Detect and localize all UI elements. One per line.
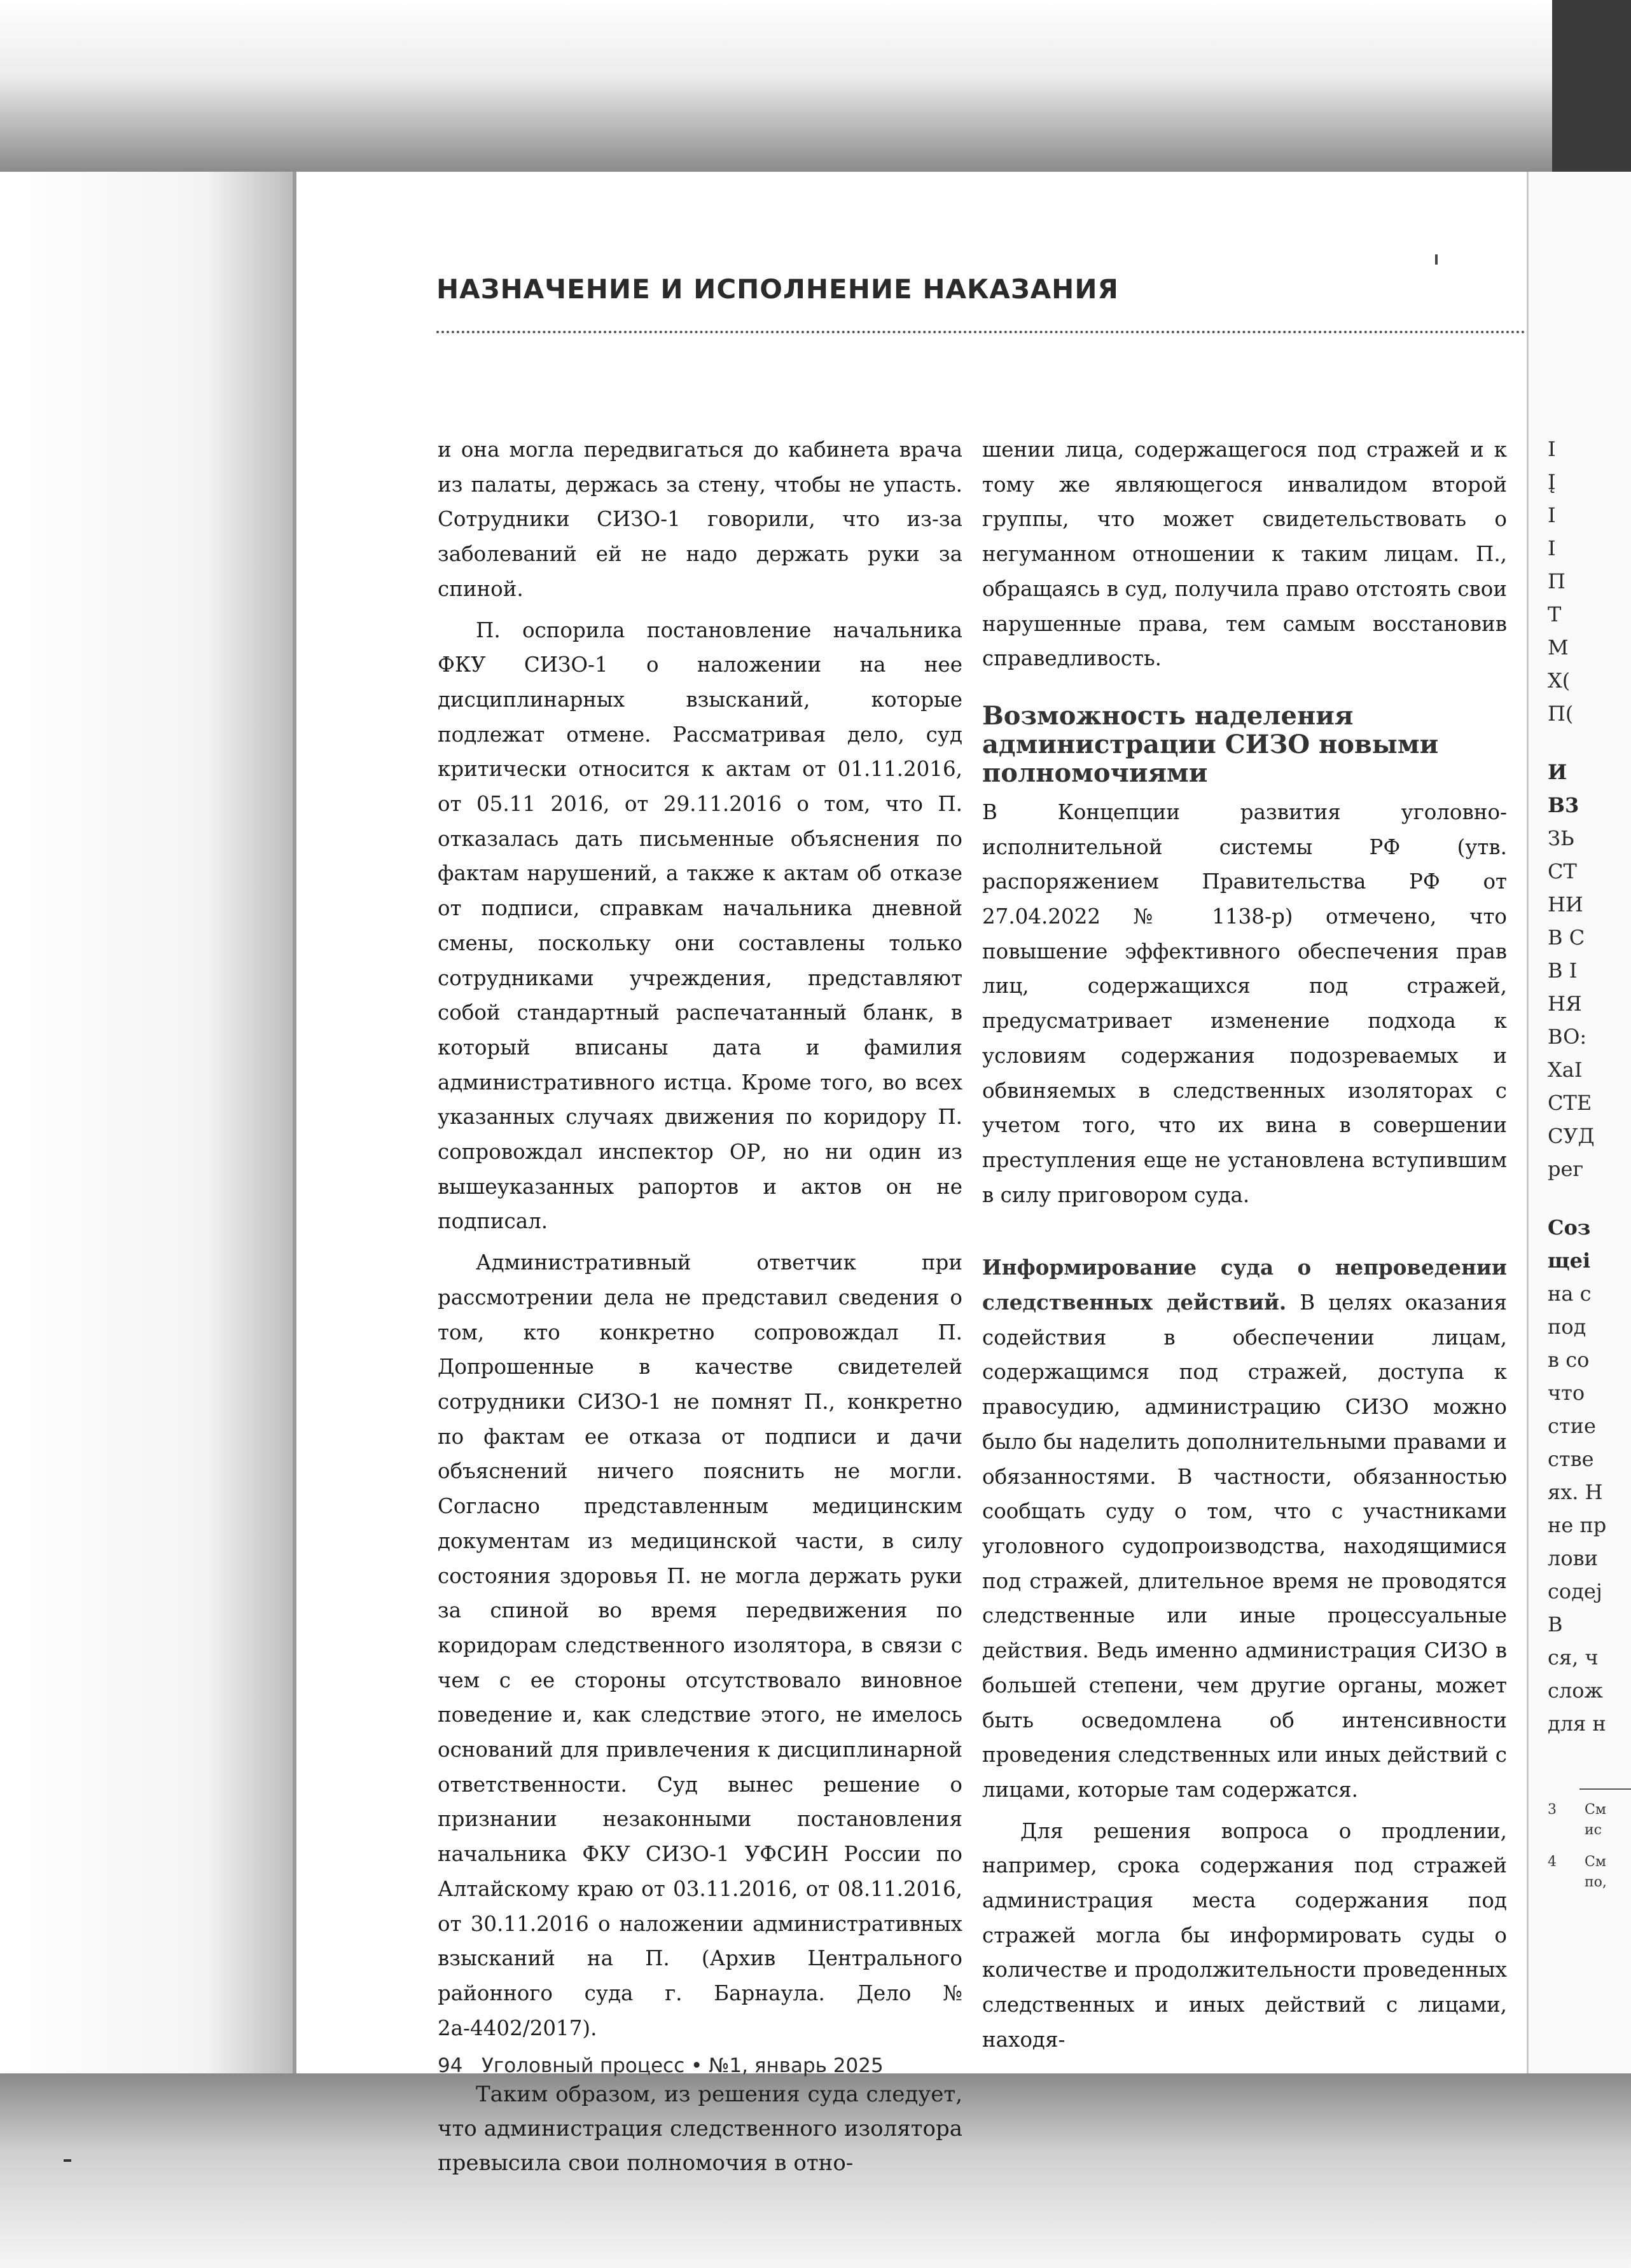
text-fragment: П( xyxy=(1548,702,1574,726)
paragraph: шении лица, содержащегося под стражей и к тому же являющегося инвалидом второй группы, что может свидетельствовать о негуманном отношении к таким лицам. П., обращаясь в суд, получила право отстоять свои нарушенные права, тем самым восстановив справедливость. xyxy=(982,438,1507,671)
text-fragment: ХаІ xyxy=(1548,1058,1583,1082)
scan-shadow-top xyxy=(0,0,1631,172)
paragraph: и она могла передвигаться до кабинета врача из палаты, держась за стену, чтобы не упасть. Сотрудники СИЗО-1 говорили, что из-за заболеваний ей не надо держать руки за спиной. xyxy=(438,438,962,601)
text-fragment: Coз xyxy=(1548,1215,1591,1240)
text-fragment: СУД xyxy=(1548,1124,1595,1148)
footnote-text: ис xyxy=(1585,1822,1602,1838)
adjacent-page-edge xyxy=(1527,172,1631,2073)
scan-artifact xyxy=(64,2159,71,2162)
text-fragment: что xyxy=(1548,1381,1585,1405)
text-fragment: Π xyxy=(1548,569,1565,593)
subheading: Возможность наделения администрации СИЗО новыми полномочиями xyxy=(982,700,1439,788)
text-fragment: M xyxy=(1548,635,1569,660)
text-fragment: лови xyxy=(1548,1546,1598,1570)
footnote-text: См xyxy=(1585,1802,1606,1818)
journal-name: Уголовный процесс • №1, январь 2025 xyxy=(482,2054,884,2077)
scan-shadow-corner xyxy=(1552,0,1631,172)
section-title: НАЗНАЧЕНИЕ И ИСПОЛНЕНИЕ НАКАЗАНИЯ xyxy=(436,273,1119,305)
text-fragment: на с xyxy=(1548,1282,1592,1306)
paragraph-body: В целях оказания содействия в обеспечении лицам, содержащимся под стражей, доступа к правосудию, администрацию СИЗО можно было бы наделить дополнительными правами и обязанностями. В частности, обязанностью сообщать суду о том, что с участниками уголовного судопроизводства, находящимися под стражей, длительное время не проводятся следственные или иные процессуальные действия. Ведь именно администрация СИЗО в большей степени, чем другие органы, может быть осведомлена об интенсивности проведения следственных или иных действий с лицами, которые там содержатся. xyxy=(982,1290,1507,1802)
text-fragment: под xyxy=(1548,1315,1586,1339)
journal-page xyxy=(293,172,1530,2176)
paragraph-lead: Информирование суда о непроведении следственных действий. xyxy=(982,1255,1507,1315)
text-fragment: Т xyxy=(1548,602,1562,626)
footnote-rule xyxy=(1579,1788,1631,1790)
text-fragment: I xyxy=(1548,437,1556,461)
scan-artifact xyxy=(1435,254,1438,265)
text-fragment: В І xyxy=(1548,958,1578,983)
middle-column xyxy=(982,432,1507,2057)
text-fragment: В xyxy=(1548,1612,1563,1636)
adjacent-page-footnotes xyxy=(1548,1800,1630,1904)
paragraph xyxy=(982,1250,1507,1807)
text-fragment: В3 xyxy=(1548,793,1579,817)
paragraph: Для решения вопроса о продлении, например, срока содержания под стражей администрация места содержания под стражей могла бы информировать суды о количестве и продолжительности проведенных следственных и иных действий с лицами, находя- xyxy=(982,1818,1507,2052)
text-fragment: СТЕ xyxy=(1548,1091,1592,1115)
dotted-rule xyxy=(436,331,1530,333)
text-fragment: I xyxy=(1548,536,1556,560)
text-fragment: рег xyxy=(1548,1157,1584,1181)
text-fragment: BO: xyxy=(1548,1025,1587,1049)
text-fragment: I xyxy=(1548,503,1556,527)
text-fragment: стие xyxy=(1548,1414,1596,1438)
scan-shadow-left xyxy=(0,172,293,2073)
footnote-text: См xyxy=(1585,1854,1606,1870)
text-fragment: ся, ч xyxy=(1548,1645,1599,1670)
text-fragment: стве xyxy=(1548,1447,1594,1471)
footnote xyxy=(1548,1852,1630,1872)
text-fragment: НИ xyxy=(1548,892,1583,916)
page-number: 94 xyxy=(438,2054,463,2077)
footnote xyxy=(1548,1800,1630,1820)
text-fragment: ях. Н xyxy=(1548,1480,1603,1504)
text-fragment: ЗЬ xyxy=(1548,826,1574,850)
paragraph: Административный ответчик при рассмотрении дела не представил сведения о том, кто конкретно сопровождал П. Допрошенные в качестве свидетелей сотрудники СИЗО-1 не помнят П., конкретно по фактам ее отказа от подписи и дачи объяснений ничего пояснить не могли. Согласно представленным медицинским документам из медицинской части, в силу состояния здоровья П. не могла держать руки за спиной во время передвижения по коридорам следственного изолятора, в связи с чем с ее стороны отсутствовало виновное поведение и, как следствие этого, не имелось оснований для привлечения к дисциплинарной ответственности. Суд вынес решение о признании незаконными постановления начальника ФКУ СИЗО-1 УФСИН России по Алтайскому краю от 03.11.2016, от 08.11.2016, от 30.11.2016 о наложении административных взысканий на П. (Архив Центрального районного суда г. Барнаула. Дело № 2а-4402/2017). xyxy=(438,1250,962,2040)
text-fragment: В С xyxy=(1548,925,1585,950)
text-fragment: для н xyxy=(1548,1711,1606,1736)
text-fragment: И xyxy=(1548,760,1567,784)
footnote-number: 4 xyxy=(1548,1854,1557,1870)
left-column xyxy=(438,432,962,2180)
text-fragment: содеј xyxy=(1548,1579,1602,1603)
text-fragment: слож xyxy=(1548,1678,1603,1703)
text-fragment: НЯ xyxy=(1548,992,1582,1016)
text-fragment: Į xyxy=(1548,470,1556,494)
text-fragment: щеі xyxy=(1548,1248,1591,1273)
adjacent-page-text-fragments xyxy=(1548,432,1630,1740)
paragraph: В Концепции развития уголовно-исполнительной системы РФ (утв. распоряжением Правительства РФ от 27.04.2022 № 1138-р) отмечено, что повышение эффективного обеспечения прав лиц, содержащихся под стражей, предусматривает изменение подхода к условиям содержания подозреваемых и обвиняемых в следственных изоляторах с учетом того, что их вина в совершении преступления еще не установлена вступившим в силу приговором суда. xyxy=(982,799,1507,1207)
text-fragment: X( xyxy=(1548,668,1571,693)
text-fragment: СТ xyxy=(1548,859,1577,883)
paragraph: Таким образом, из решения суда следует, что администрация следственного изолятора превысила свои полномочия в отно- xyxy=(438,2082,962,2176)
page-footer xyxy=(438,2054,1010,2077)
footnote-text: по, xyxy=(1585,1874,1607,1890)
footnote-number: 3 xyxy=(1548,1802,1557,1818)
text-fragment: не пр xyxy=(1548,1513,1607,1537)
paragraph: П. оспорила постановление начальника ФКУ СИЗО-1 о наложении на нее дисциплинарных взысканий, которые подлежат отмене. Рассматривая дело, суд критически относится к актам от 01.11.2016, от 05.11 2016, от 29.11.2016 о том, что П. отказалась дать письменные объяснения по фактам нарушений, а также к актам об отказе от подписи, справкам начальника дневной смены, поскольку они составлены только сотрудниками учреждения, представляют собой стандартный распечатанный бланк, в который вписаны дата и фамилия административного истца. Кроме того, во всех указанных случаях движения по коридору П. сопровождал инспектор ОР, но ни один из вышеуказанных рапортов и актов он не подписал. xyxy=(438,618,962,1234)
text-fragment: в со xyxy=(1548,1348,1590,1372)
